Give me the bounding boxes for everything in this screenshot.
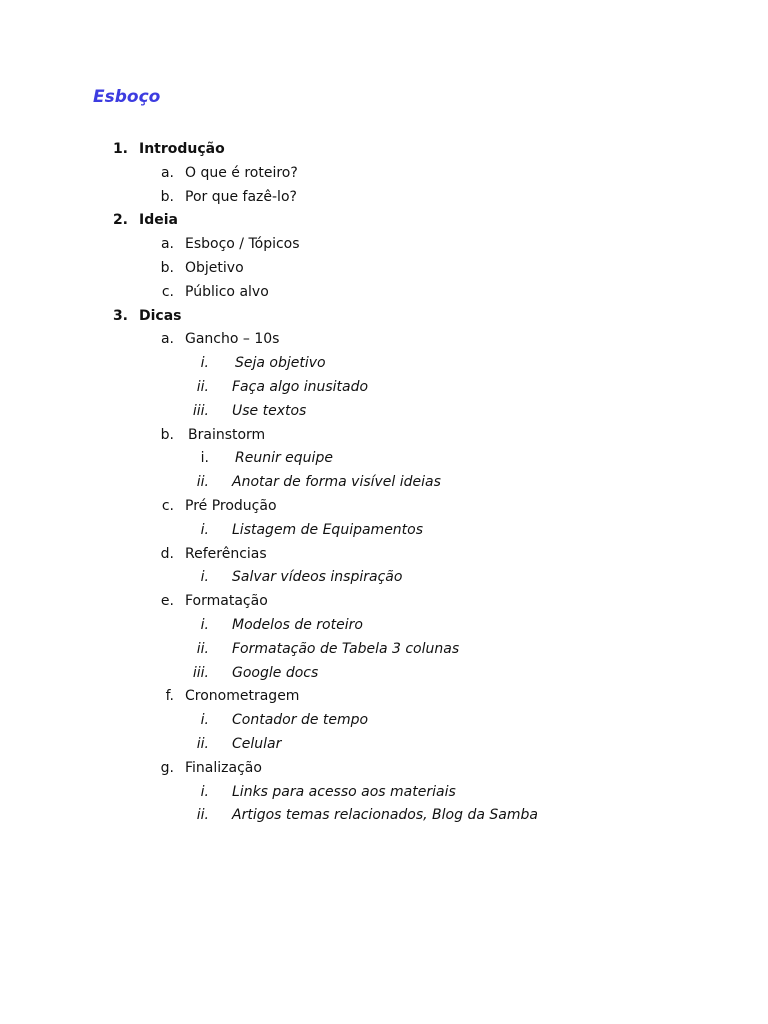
outline-label: Artigos temas relacionados, Blog da Samba — [232, 807, 538, 824]
outline-label: Por que fazê-lo? — [185, 188, 297, 205]
outline-label: Celular — [232, 735, 282, 752]
list-marker: b. — [160, 259, 174, 276]
document-title: Esboço — [93, 87, 161, 107]
outline-label: Ideia — [139, 212, 178, 229]
outline-item-3e-iii — [0, 662, 768, 686]
outline-item-3d-i — [0, 566, 768, 590]
outline-label: Dicas — [139, 307, 182, 324]
outline-item-3b-ii — [0, 471, 768, 495]
outline-label: Gancho – 10s — [185, 331, 280, 348]
list-marker: d. — [160, 545, 174, 562]
list-marker: a. — [160, 164, 174, 181]
outline-item-3a — [0, 328, 768, 352]
outline-item-3e-i — [0, 614, 768, 638]
outline-item-3e — [0, 590, 768, 614]
list-marker: 3. — [112, 307, 128, 324]
list-marker: a. — [160, 331, 174, 348]
outline-item-1b — [0, 186, 768, 210]
outline-label: Referências — [185, 545, 267, 562]
list-marker: i. — [200, 783, 209, 800]
outline-item-3f-ii — [0, 733, 768, 757]
list-marker: i. — [200, 712, 209, 729]
outline-label: Objetivo — [185, 259, 244, 276]
outline-label: Brainstorm — [188, 426, 266, 443]
list-marker: ii. — [196, 378, 209, 395]
outline-item-2b — [0, 257, 768, 281]
outline-item-3f-i — [0, 709, 768, 733]
outline-item-3a-ii — [0, 376, 768, 400]
outline-label: Pré Produção — [185, 497, 277, 514]
list-marker: ii. — [196, 735, 209, 752]
list-marker: 1. — [112, 141, 128, 157]
outline-label: O que é roteiro? — [185, 164, 298, 181]
outline-item-3c-i — [0, 519, 768, 543]
outline-label: Google docs — [232, 664, 319, 681]
outline-list — [0, 138, 768, 828]
list-marker: i. — [200, 355, 209, 372]
list-marker: i. — [200, 616, 209, 633]
outline-item-1 — [0, 138, 768, 162]
outline-item-3b — [0, 424, 768, 448]
outline-item-3c — [0, 495, 768, 519]
outline-item-3d — [0, 543, 768, 567]
list-marker: i. — [200, 569, 209, 586]
list-marker: c. — [161, 283, 174, 300]
outline-label: Links para acesso aos materiais — [232, 783, 456, 800]
outline-item-2 — [0, 209, 768, 233]
list-marker: a. — [160, 236, 174, 253]
outline-label: Formatação — [185, 593, 268, 610]
list-marker: i. — [200, 521, 209, 538]
outline-item-3e-ii — [0, 638, 768, 662]
outline-item-2c — [0, 281, 768, 305]
outline-label: Listagem de Equipamentos — [232, 521, 424, 538]
outline-label: Público alvo — [185, 283, 269, 300]
outline-item-3f — [0, 685, 768, 709]
outline-label: Introdução — [139, 141, 225, 157]
list-marker: ii. — [196, 474, 209, 491]
list-marker: g. — [160, 759, 174, 776]
outline-item-3g — [0, 757, 768, 781]
list-marker: b. — [160, 426, 174, 443]
outline-item-2a — [0, 233, 768, 257]
list-marker: c. — [161, 497, 174, 514]
list-marker: f. — [165, 688, 174, 705]
outline-label: Anotar de forma visível ideias — [232, 474, 441, 491]
list-marker: iii. — [192, 664, 209, 681]
list-marker: ii. — [196, 640, 209, 657]
outline-item-3g-ii — [0, 804, 768, 828]
outline-label: Formatação de Tabela 3 colunas — [232, 640, 460, 657]
outline-item-3a-iii — [0, 400, 768, 424]
outline-item-1a — [0, 162, 768, 186]
outline-label: Use textos — [232, 402, 307, 419]
outline-item-3b-i — [0, 447, 768, 471]
list-marker: ii. — [196, 807, 209, 824]
outline-label: Seja objetivo — [235, 355, 326, 372]
list-marker: 2. — [112, 212, 128, 229]
outline-item-3 — [0, 305, 768, 329]
outline-label: Esboço / Tópicos — [185, 236, 300, 253]
outline-label: Contador de tempo — [232, 712, 369, 729]
outline-label: Cronometragem — [185, 688, 300, 705]
list-marker: i. — [200, 450, 209, 467]
list-marker: iii. — [192, 402, 209, 419]
outline-item-3g-i — [0, 781, 768, 805]
outline-label: Reunir equipe — [235, 450, 333, 467]
list-marker: b. — [160, 188, 174, 205]
outline-label: Modelos de roteiro — [232, 616, 363, 633]
outline-label: Finalização — [185, 759, 262, 776]
outline-item-3a-i — [0, 352, 768, 376]
list-marker: e. — [160, 593, 174, 610]
outline-label: Faça algo inusitado — [232, 378, 369, 395]
outline-label: Salvar vídeos inspiração — [232, 569, 403, 586]
